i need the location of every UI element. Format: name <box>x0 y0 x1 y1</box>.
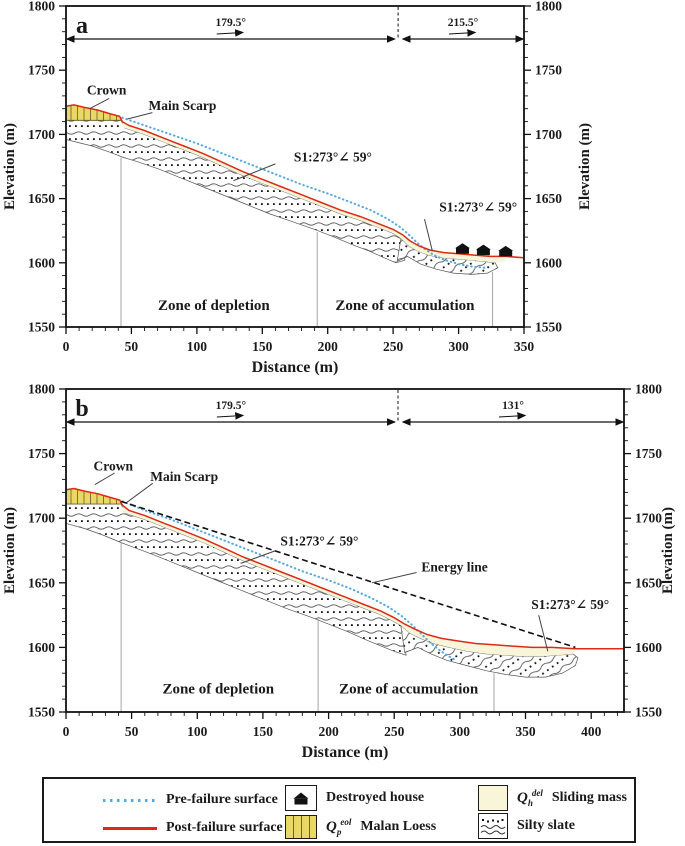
y-tick-label-left: 1800 <box>28 0 55 14</box>
panel-letter: a <box>76 13 88 39</box>
panel-letter: b <box>75 396 89 422</box>
sliding-mass-band <box>122 122 505 263</box>
x-tick-label: 200 <box>318 724 339 739</box>
y-tick-label-right: 1800 <box>635 382 662 397</box>
axis-titles <box>2 396 676 761</box>
pre-failure-surface-line <box>122 118 487 268</box>
destroyed-house-icon <box>455 243 470 254</box>
legend-label: Destroyed house <box>326 790 425 805</box>
y-tick-label-right: 1700 <box>635 510 662 526</box>
x-tick-label: 100 <box>187 724 208 739</box>
y-axis-title-left: Elevation (m) <box>2 506 18 595</box>
post-failure-line-swatch <box>103 827 157 830</box>
x-tick-label: 250 <box>382 339 404 354</box>
annotation-label: S1:273°∠ 59° <box>531 596 610 612</box>
stratigraphic-symbol-qp: $Q_p^{eol}$ <box>326 816 352 837</box>
legend-label: Post-failure surface <box>166 820 283 835</box>
y-tick-label-left: 1550 <box>28 319 55 335</box>
zone-label: Zone of accumulation <box>339 681 479 698</box>
annotation-leader-line <box>95 473 115 485</box>
y-tick-label-left: 1550 <box>28 704 55 720</box>
y-tick-label-left: 1700 <box>28 510 55 526</box>
x-tick-label: 50 <box>124 339 139 354</box>
annotation-leader-line <box>241 551 277 564</box>
legend-item-destroyed-house <box>285 785 424 811</box>
x-tick-label: 350 <box>513 339 535 354</box>
annotation-label: S1:273°∠ 59° <box>439 199 518 215</box>
y-tick-label-left: 1600 <box>28 255 55 271</box>
x-axis-title: Distance (m) <box>301 744 389 761</box>
x-tick-label: 150 <box>252 724 274 739</box>
annotation-label: Crown <box>86 82 127 98</box>
feature-annotations <box>87 83 517 252</box>
legend-item-pre-failure <box>103 787 278 813</box>
cross-section-panel-b <box>0 382 685 772</box>
y-tick-label-left: 1750 <box>28 62 55 78</box>
annotation-leader-line <box>90 98 110 108</box>
x-tick-label: 400 <box>581 724 602 739</box>
x-tick-label: 50 <box>124 724 139 739</box>
annotation-leader-line <box>372 573 417 583</box>
direction-mini-arrow <box>217 416 243 418</box>
malan-loess-swatch <box>285 815 317 839</box>
sliding-mass-band <box>123 505 576 656</box>
y-tick-label-right: 1600 <box>535 255 562 271</box>
y-tick-label-right: 1550 <box>635 704 662 720</box>
direction-mini-arrow <box>217 33 243 35</box>
legend-label: Malan Loess <box>360 819 437 834</box>
zone-label: Zone of depletion <box>162 681 275 698</box>
y-tick-label-right: 1650 <box>635 575 662 591</box>
legend-item-sliding-mass <box>478 785 627 811</box>
silty-slate-swatch <box>478 813 508 839</box>
annotation-label: S1:273°∠ 59° <box>280 533 359 549</box>
annotation-leader-line <box>425 219 433 251</box>
x-tick-label: 100 <box>186 339 208 354</box>
legend-item-post-failure <box>103 815 283 841</box>
y-tick-label-left: 1600 <box>28 639 55 655</box>
direction-mini-arrow <box>449 33 475 35</box>
y-tick-label-right: 1600 <box>635 639 662 655</box>
x-tick-label: 0 <box>62 724 70 739</box>
x-tick-label: 300 <box>448 339 469 354</box>
direction-angle-label: 215.5° <box>447 17 479 29</box>
malan-loess-cap <box>66 489 121 505</box>
legend <box>42 777 636 843</box>
zone-label: Zone of depletion <box>158 298 270 315</box>
y-tick-label-right: 1750 <box>535 62 562 78</box>
sliding-mass-swatch <box>478 785 508 811</box>
y-tick-label-left: 1650 <box>28 191 55 207</box>
x-tick-label: 350 <box>515 724 536 739</box>
legend-label: Pre-failure surface <box>166 792 278 807</box>
direction-angle-label: 179.5° <box>215 400 247 412</box>
zone-label: Zone of accumulation <box>335 298 475 315</box>
y-tick-label-left: 1700 <box>28 126 55 142</box>
plot-frame <box>66 6 524 327</box>
silty-slate-body <box>66 504 406 655</box>
y-axis-title-right: Elevation (m) <box>660 506 676 595</box>
annotation-label: Main Scarp <box>148 98 217 114</box>
annotation-leader-line <box>539 615 548 651</box>
x-tick-label: 200 <box>317 339 338 354</box>
silty-slate-body <box>66 120 405 262</box>
axis-ticks <box>28 0 562 354</box>
x-tick-label: 150 <box>252 339 273 354</box>
terrain-bodies <box>66 489 578 678</box>
x-tick-label: 0 <box>62 339 70 354</box>
plot-frame-group <box>66 6 524 327</box>
direction-angle-label: 131° <box>502 400 524 412</box>
zone-markers <box>121 158 493 328</box>
stratigraphic-symbol-qh: $Q_h^{del}$ <box>517 787 543 808</box>
y-tick-label-right: 1550 <box>535 319 562 335</box>
y-tick-label-right: 1750 <box>635 446 662 462</box>
y-tick-label-left: 1750 <box>28 446 55 462</box>
direction-annotations <box>67 390 623 422</box>
legend-label: Sliding mass <box>551 790 627 805</box>
annotation-leader-line <box>128 113 153 119</box>
y-tick-label-right: 1700 <box>535 126 562 142</box>
y-axis-title-left: Elevation (m) <box>2 122 18 211</box>
surface-lines <box>66 489 624 661</box>
y-tick-label-right: 1650 <box>535 191 562 207</box>
destroyed-house-icon <box>285 785 317 811</box>
x-axis-title: Distance (m) <box>251 359 339 376</box>
legend-label: Silty slate <box>517 818 575 833</box>
y-tick-label-right: 1800 <box>535 0 562 14</box>
x-tick-label: 250 <box>384 724 405 739</box>
cross-section-panel-a <box>0 0 685 382</box>
direction-angle-label: 179.5° <box>215 17 246 29</box>
x-tick-label: 300 <box>449 724 471 739</box>
annotation-label: Crown <box>93 458 134 474</box>
y-tick-label-left: 1650 <box>28 575 55 591</box>
direction-annotations <box>67 7 523 39</box>
legend-item-silty-slate <box>478 813 575 839</box>
destroyed-house-icon <box>498 246 513 257</box>
y-tick-label-left: 1800 <box>28 382 55 397</box>
annotation-label: Main Scarp <box>150 468 219 484</box>
direction-mini-arrow <box>499 416 525 418</box>
annotation-leader-line <box>126 483 152 502</box>
annotation-label: S1:273°∠ 59° <box>293 149 372 165</box>
pre-failure-line-swatch <box>103 798 157 802</box>
legend-item-malan-loess <box>285 814 436 840</box>
annotation-label: Energy line <box>421 559 488 575</box>
terrain-bodies <box>66 105 506 275</box>
y-axis-title-right: Elevation (m) <box>577 122 593 211</box>
destroyed-house-icon <box>476 245 491 256</box>
